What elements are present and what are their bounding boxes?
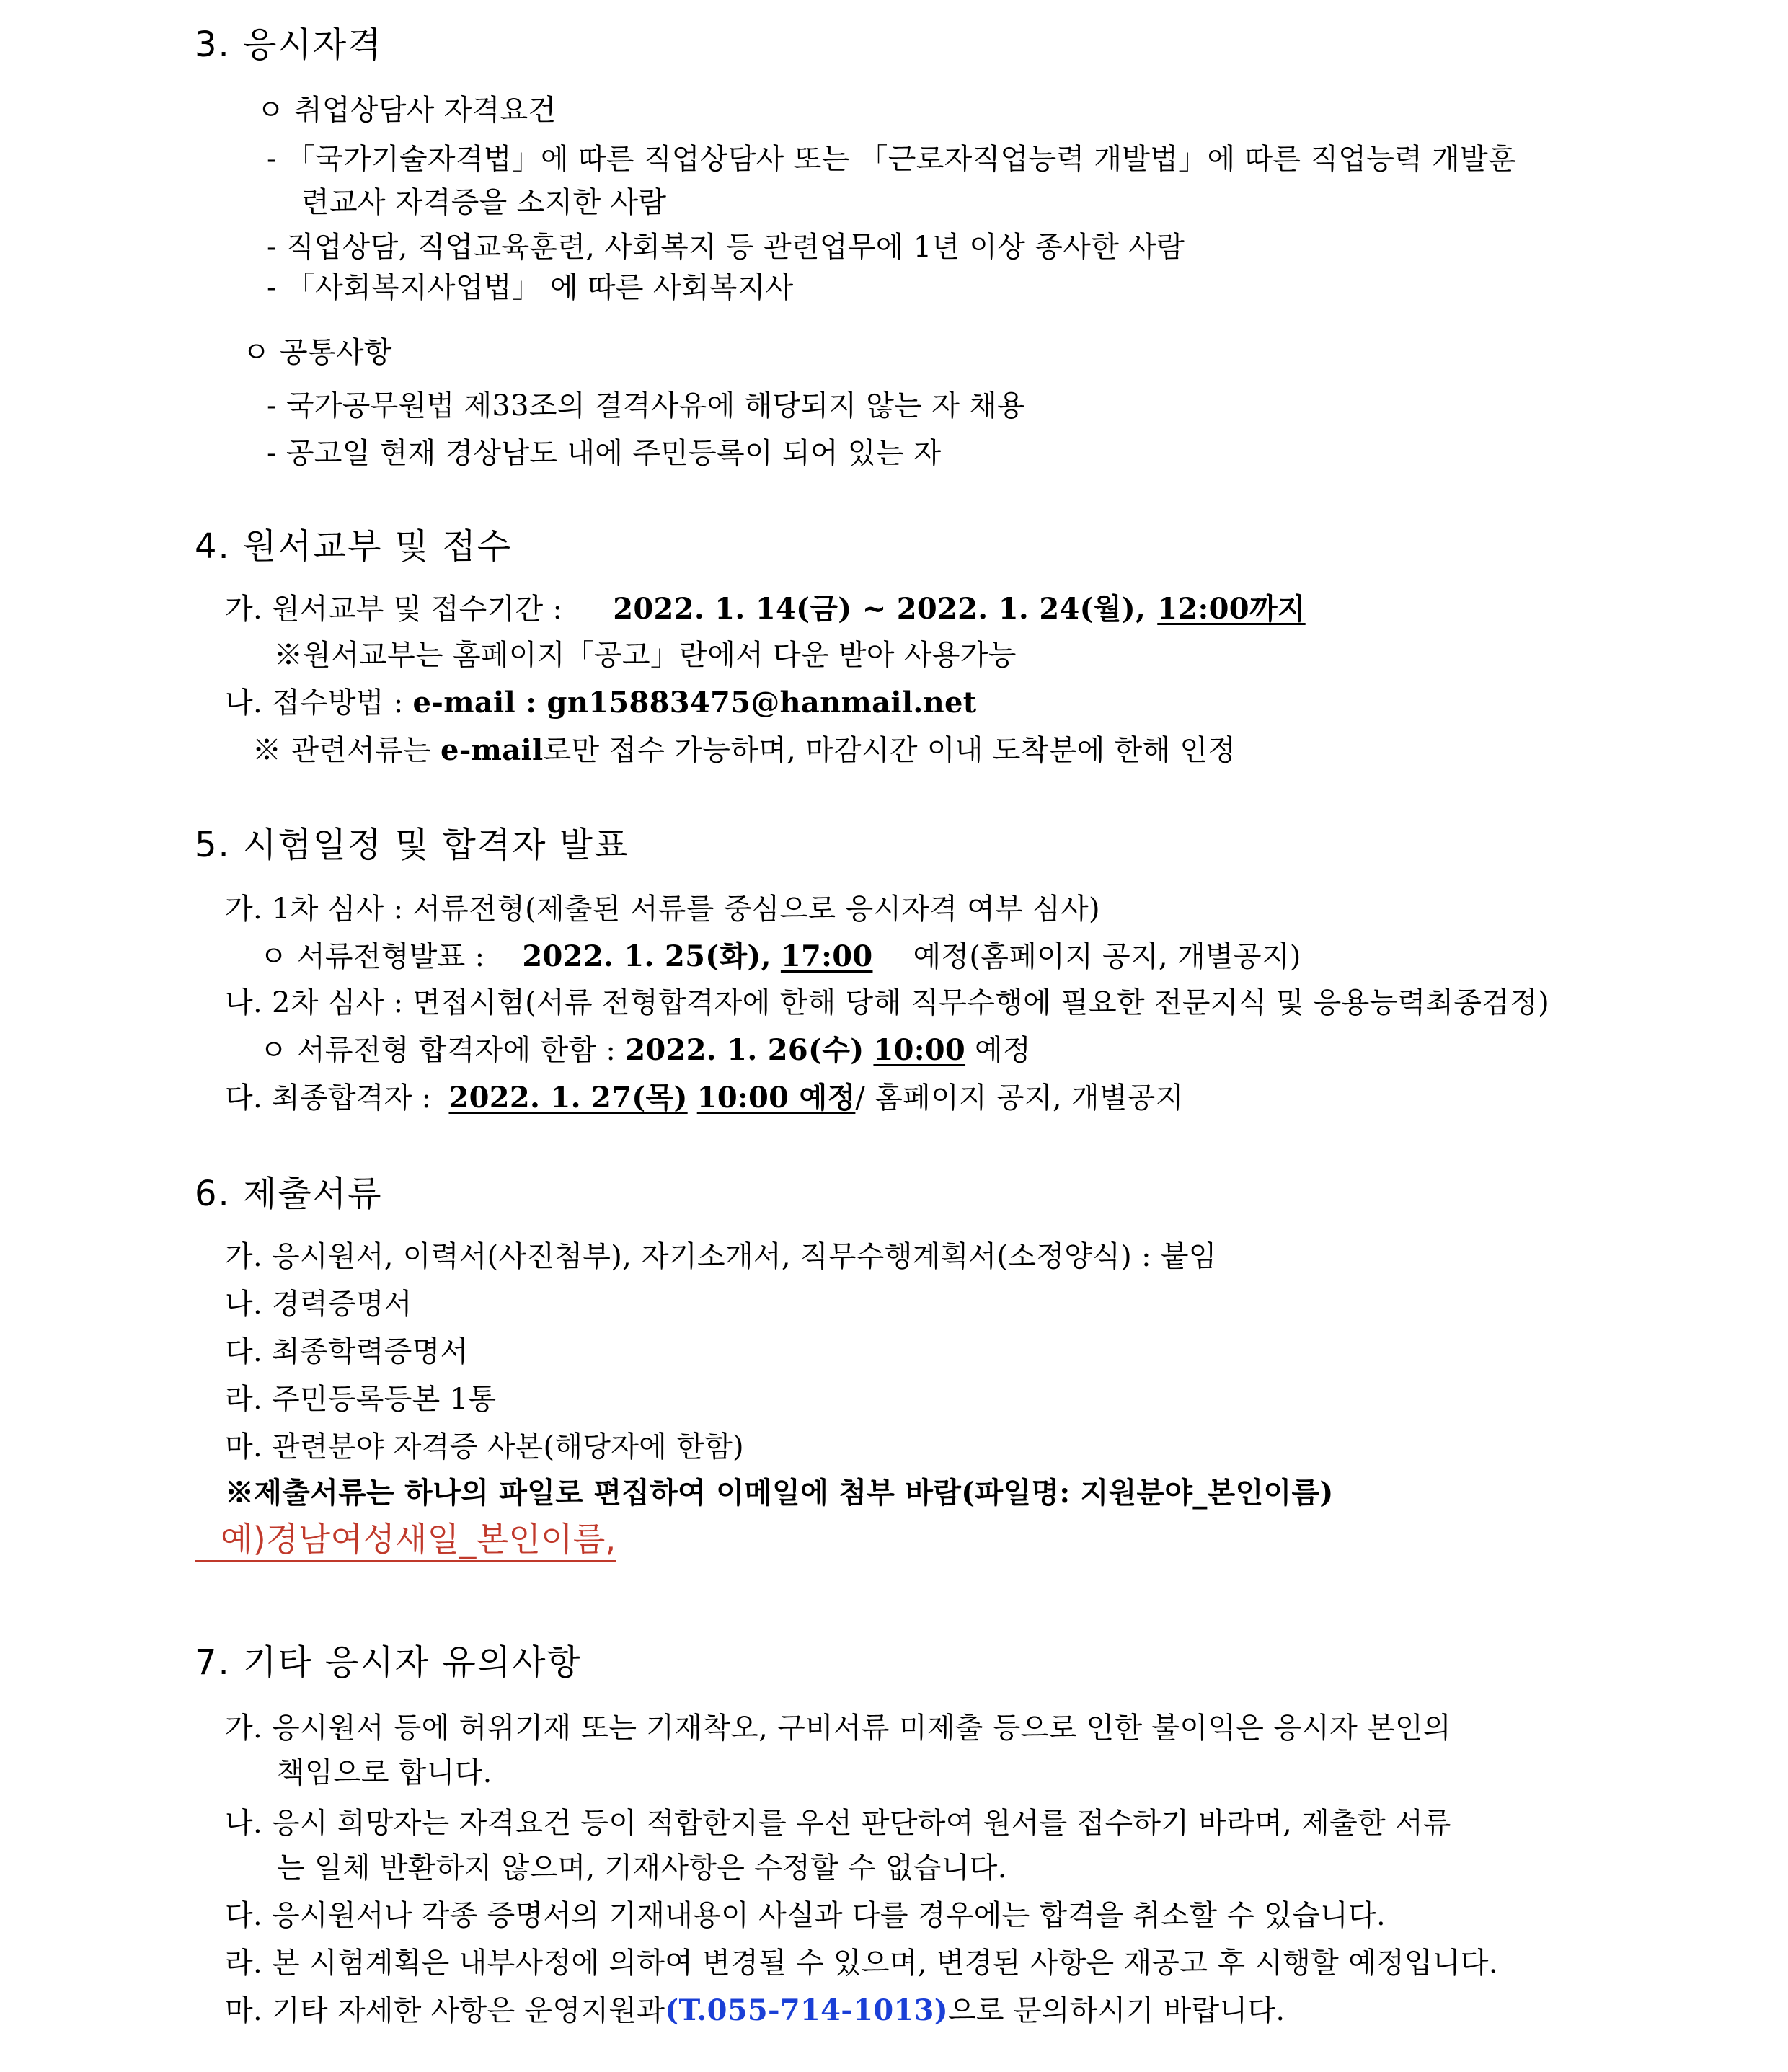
s6-example-text: 예)경남여성새일_본인이름, [195, 1518, 616, 1562]
s5-na-sub-label: ㅇ 서류전형 합격자에 한함 : [260, 1034, 626, 1067]
s5-da-post: / 홈페이지 공지, 개별공지 [855, 1081, 1184, 1115]
s5-na: 나. 2차 심사 : 면접시험(서류 전형합격자에 한해 당해 직무수행에 필요한 전문지식 및 응용능력최종검정) [225, 986, 1550, 1019]
section-5-heading: 5. 시험일정 및 합격자 발표 [195, 825, 629, 865]
s3-bullet-2: ㅇ 공통사항 [242, 336, 392, 369]
s6-item: 가. 응시원서, 이력서(사진첨부), 자기소개서, 직무수행계획서(소정양식) : 붙임 [225, 1240, 1217, 1273]
s6-item: 나. 경력증명서 [225, 1288, 412, 1321]
section-4-heading: 4. 원서교부 및 접수 [195, 526, 513, 567]
s5-da-date: 2022. 1. 27(목) [448, 1081, 688, 1115]
s7-ra: 라. 본 시험계획은 내부사정에 의하여 변경될 수 있으며, 변경된 사항은 재공고 후 시행할 예정입니다. [225, 1947, 1498, 1980]
s4-na-note-bold: e-mail [441, 733, 544, 767]
s5-ga-sub-label: ㅇ 서류전형발표 : [260, 940, 485, 973]
s6-note: ※제출서류는 하나의 파일로 편집하여 이메일에 첨부 바람(파일명: 지원분야_본인이름) [225, 1476, 1334, 1510]
s3-b1-line3: - 「사회복지사업법」 에 따른 사회복지사 [267, 271, 794, 304]
s5-ga-sub [260, 939, 1301, 975]
s6-example [195, 1518, 616, 1562]
s4-na-note-pre: ※ 관련서류는 [252, 734, 441, 767]
s7-ma-pre: 마. 기타 자세한 사항은 운영지원과 [225, 1994, 665, 2027]
s5-da-time: 10:00 예정 [696, 1081, 856, 1115]
s4-ga [225, 591, 1317, 627]
s5-ga-sub-post: 예정(홈페이지 공지, 개별공지) [913, 940, 1301, 973]
s5-ga-sub-time: 17:00 [780, 939, 873, 973]
s5-na-sub-time: 10:00 [873, 1033, 966, 1067]
section-3-heading: 3. 응시자격 [195, 25, 383, 65]
s5-da-label: 다. 최종합격자 : [225, 1081, 432, 1115]
s4-ga-deadline: 12:00까지 [1157, 592, 1306, 626]
s6-item: 마. 관련분야 자격증 사본(해당자에 한함) [225, 1430, 744, 1464]
s4-ga-label: 가. 원서교부 및 접수기간 : [225, 593, 563, 626]
s4-na [225, 685, 977, 721]
s4-na-note-post: 로만 접수 가능하며, 마감시간 이내 도착분에 한해 인정 [543, 734, 1236, 767]
s5-ga: 가. 1차 심사 : 서류전형(제출된 서류를 중심으로 응시자격 여부 심사) [225, 893, 1100, 926]
s5-na-sub-post: 예정 [975, 1034, 1031, 1067]
s7-ga-a: 가. 응시원서 등에 허위기재 또는 기재착오, 구비서류 미제출 등으로 인한 불이익은 응시자 본인의 [225, 1712, 1451, 1745]
s7-da: 다. 응시원서나 각종 증명서의 기재내용이 사실과 다를 경우에는 합격을 취소할 수 있습니다. [225, 1899, 1386, 1932]
s3-b2-line2: - 공고일 현재 경상남도 내에 주민등록이 되어 있는 자 [267, 437, 942, 470]
s7-na-b: 는 일체 반환하지 않으며, 기재사항은 수정할 수 없습니다. [277, 1851, 1007, 1885]
s7-ga-b: 책임으로 합니다. [277, 1756, 492, 1789]
s4-na-label: 나. 접수방법 : [225, 686, 413, 720]
s5-ga-sub-date: 2022. 1. 25(화), [522, 939, 771, 973]
s4-na-note [252, 732, 1236, 769]
s4-na-email: e-mail : gn15883475@hanmail.net [412, 686, 977, 720]
s5-na-sub [260, 1032, 1031, 1068]
s7-ma-phone: (T.055-714-1013) [665, 1993, 948, 2027]
s5-da [225, 1080, 1184, 1116]
s7-na-a: 나. 응시 희망자는 자격요건 등이 적합한지를 우선 판단하여 원서를 접수하기 바라며, 제출한 서류 [225, 1807, 1451, 1840]
s5-na-sub-date: 2022. 1. 26(수) [625, 1033, 864, 1067]
s6-item: 다. 최종학력증명서 [225, 1335, 469, 1368]
s3-b1-line1a: - 「국가기술자격법」에 따른 직업상담사 또는 「근로자직업능력 개발법」에 따른 직업능력 개발훈 [267, 143, 1516, 176]
s7-ma-post: 으로 문의하시기 바랍니다. [947, 1994, 1285, 2027]
s7-ma [225, 1993, 1285, 2029]
s3-b1-line2: - 직업상담, 직업교육훈련, 사회복지 등 관련업무에 1년 이상 종사한 사람 [267, 231, 1185, 264]
s6-item: 라. 주민등록등본 1통 [225, 1383, 497, 1416]
section-7-heading: 7. 기타 응시자 유의사항 [195, 1642, 582, 1683]
s3-bullet-1: ㅇ 취업상담사 자격요건 [257, 94, 557, 127]
s4-ga-note: ※원서교부는 홈페이지「공고」란에서 다운 받아 사용가능 [274, 639, 1017, 672]
s4-ga-dates: 2022. 1. 14(금) ~ 2022. 1. 24(월), [613, 592, 1146, 626]
s3-b1-line1b: 련교사 자격증을 소지한 사람 [301, 186, 667, 219]
section-6-heading: 6. 제출서류 [195, 1174, 383, 1214]
s3-b2-line1: - 국가공무원법 제33조의 결격사유에 해당되지 않는 자 채용 [267, 389, 1026, 422]
